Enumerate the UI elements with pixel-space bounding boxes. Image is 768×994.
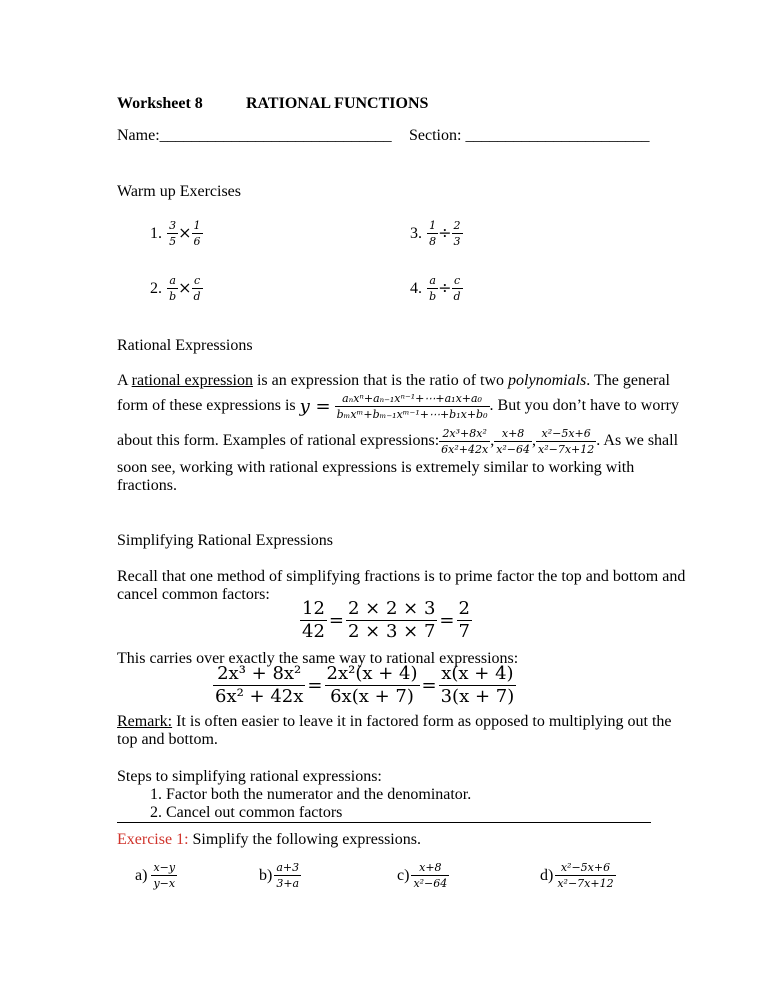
exercise-item-d: d) $\frac{\text{x²−5x+6}}{\text{x²−7x+12}}$ — [540, 861, 614, 890]
section-field: Section: _______________________ — [409, 127, 650, 144]
rational-paragraph-line3: about this form. Examples of rational expressions: $\frac{\text{2x³+8x²}}{\text{6x²+42x}}$ , $\frac{x+8}{\text{x²−64}}$ , $\frac{\text{x²−5x+6}}{\text{x²−7x+12}}$ . As we shall — [117, 426, 679, 456]
rational-heading: Rational Expressions — [117, 337, 253, 354]
simplifying-heading: Simplifying Rational Expressions — [117, 532, 333, 549]
step-2: 2. Cancel out common factors — [150, 804, 343, 821]
steps-heading: Steps to simplifying rational expressions: — [117, 768, 382, 785]
page-title: RATIONAL FUNCTIONS — [246, 95, 429, 112]
simplifying-paragraph-line2: cancel common factors: — [117, 586, 270, 603]
rational-paragraph-line4: soon see, working with rational expressions is extremely similar to working with — [117, 459, 635, 476]
exercise-item-b: b) $\frac{a+3}{3+a}$ — [259, 861, 300, 890]
simplifying-paragraph-line3: This carries over exactly the same way to rational expressions: — [117, 650, 519, 667]
warmup-item-1: 1. $\frac{3}{5}$ × $\frac{1}{6}$ — [150, 219, 201, 248]
rational-expression-example: $\frac{\text{2x³ + 8x²}}{\text{6x² + 42x}}$ = $\frac{\text{2x²(x + 4)}}{6x(x + 7)}$ = $\frac{x(x + 4)}{3(x + 7)}$ — [215, 663, 515, 707]
warmup-item-2: 2. $\frac{a}{b}$ × $\frac{c}{d}$ — [150, 274, 201, 303]
rational-paragraph-line2: form of these expressions is y = $\frac{\text{aₙxⁿ+aₙ₋₁xⁿ⁻¹+⋯+a₁x+a₀}}{\text{bₘxᵐ+bₘ₋₁xᵐ⁻¹+⋯+b₁x+b₀}}$ . But you don’t have to worry — [117, 391, 679, 421]
warmup-heading: Warm up Exercises — [117, 183, 241, 200]
warmup-item-3: 3. $\frac{1}{8}$ ÷ $\frac{2}{3}$ — [410, 219, 461, 248]
rational-paragraph-line1: A rational expression is an expression that is the ratio of two polynomials. The general — [117, 372, 670, 389]
remark-line2: top and bottom. — [117, 731, 218, 748]
fraction-example: $\frac{12}{42}$ = $\frac{2 \times 2 \times 3}{2 \times 3 \times 7}$ = $\frac{2}{7}$ — [302, 598, 470, 642]
exercise-1-heading: Exercise 1: Simplify the following expressions. — [117, 831, 421, 848]
exercise-item-a: a) $\frac{x-y}{y-x}$ — [135, 861, 176, 890]
rational-paragraph-line5: fractions. — [117, 477, 177, 494]
section-divider — [117, 822, 651, 823]
worksheet-number: Worksheet 8 — [117, 95, 203, 112]
remark-line1: Remark: It is often easier to leave it in factored form as opposed to multiplying out the — [117, 713, 672, 730]
name-field: Name:_____________________________ — [117, 127, 392, 144]
warmup-item-4: 4. $\frac{a}{b}$ ÷ $\frac{c}{d}$ — [410, 274, 461, 303]
step-1: 1. Factor both the numerator and the denominator. — [150, 786, 472, 803]
exercise-item-c: c) $\frac{x+8}{\text{x²−64}}$ — [397, 861, 448, 890]
simplifying-paragraph-line1: Recall that one method of simplifying fractions is to prime factor the top and bottom and — [117, 568, 686, 585]
